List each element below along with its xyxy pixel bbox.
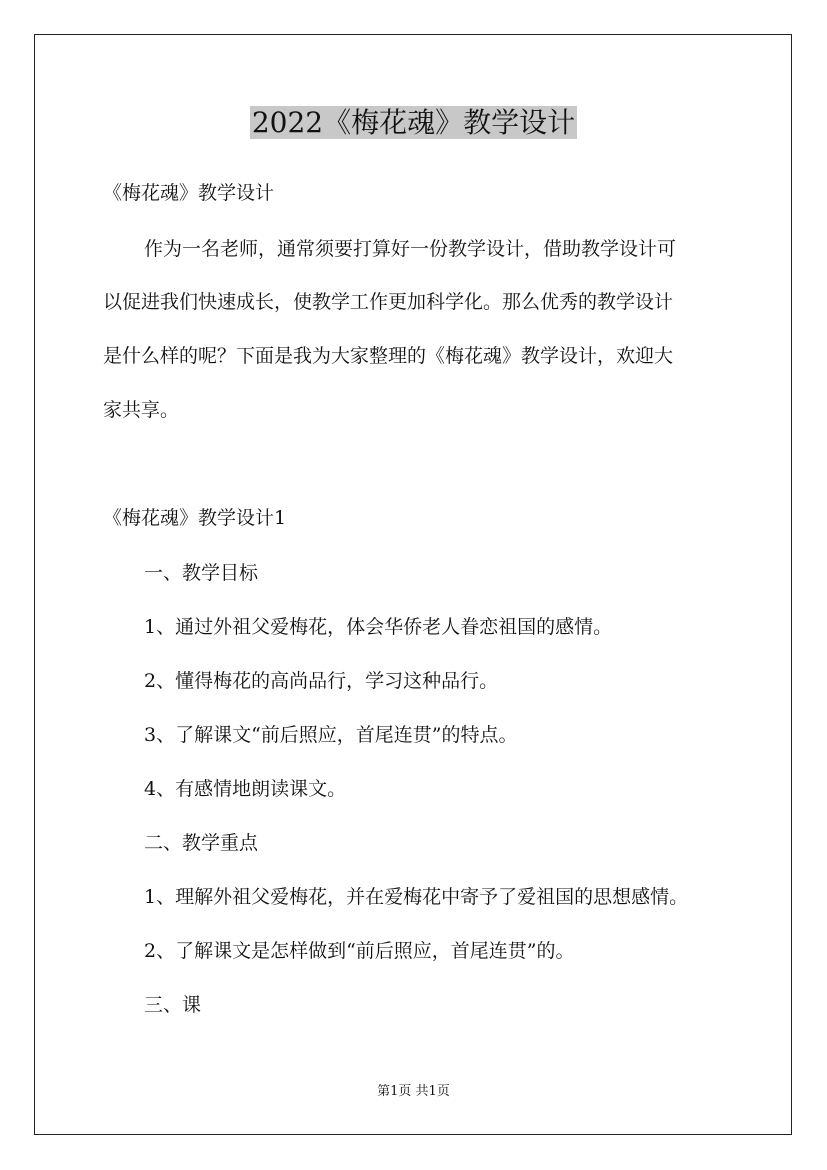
outline-heading: 三、课 bbox=[144, 994, 202, 1016]
section-heading: 《梅花魂》教学设计1 bbox=[103, 507, 287, 529]
intro-line: 作为一名老师，通常须要打算好一份教学设计，借助教学设计可 bbox=[144, 238, 677, 260]
outline-item: 1、理解外祖父爱梅花，并在爱梅花中寄予了爱祖国的思想感情。 bbox=[144, 886, 689, 908]
document-title: 2022《梅花魂》教学设计 bbox=[251, 106, 576, 139]
outline-item: 2、懂得梅花的高尚品行，学习这种品行。 bbox=[144, 670, 499, 692]
outline-item: 4、有感情地朗读课文。 bbox=[144, 778, 347, 800]
intro-line: 家共享。 bbox=[103, 399, 180, 421]
document-subtitle: 《梅花魂》教学设计 bbox=[103, 182, 275, 204]
intro-line: 是什么样的呢？下面是我为大家整理的《梅花魂》教学设计，欢迎大 bbox=[103, 345, 674, 367]
outline-heading: 一、教学目标 bbox=[144, 562, 259, 584]
outline-item: 1、通过外祖父爱梅花，体会华侨老人眷恋祖国的感情。 bbox=[144, 616, 613, 638]
outline-item: 2、了解课文是怎样做到“前后照应，首尾连贯”的。 bbox=[144, 940, 575, 962]
page-indicator: 第1页 共1页 bbox=[377, 1084, 450, 1099]
outline-item: 3、了解课文“前后照应，首尾连贯”的特点。 bbox=[144, 724, 518, 746]
outline-heading: 二、教学重点 bbox=[144, 832, 259, 854]
intro-line: 以促进我们快速成长，使教学工作更加科学化。那么优秀的教学设计 bbox=[103, 291, 674, 313]
